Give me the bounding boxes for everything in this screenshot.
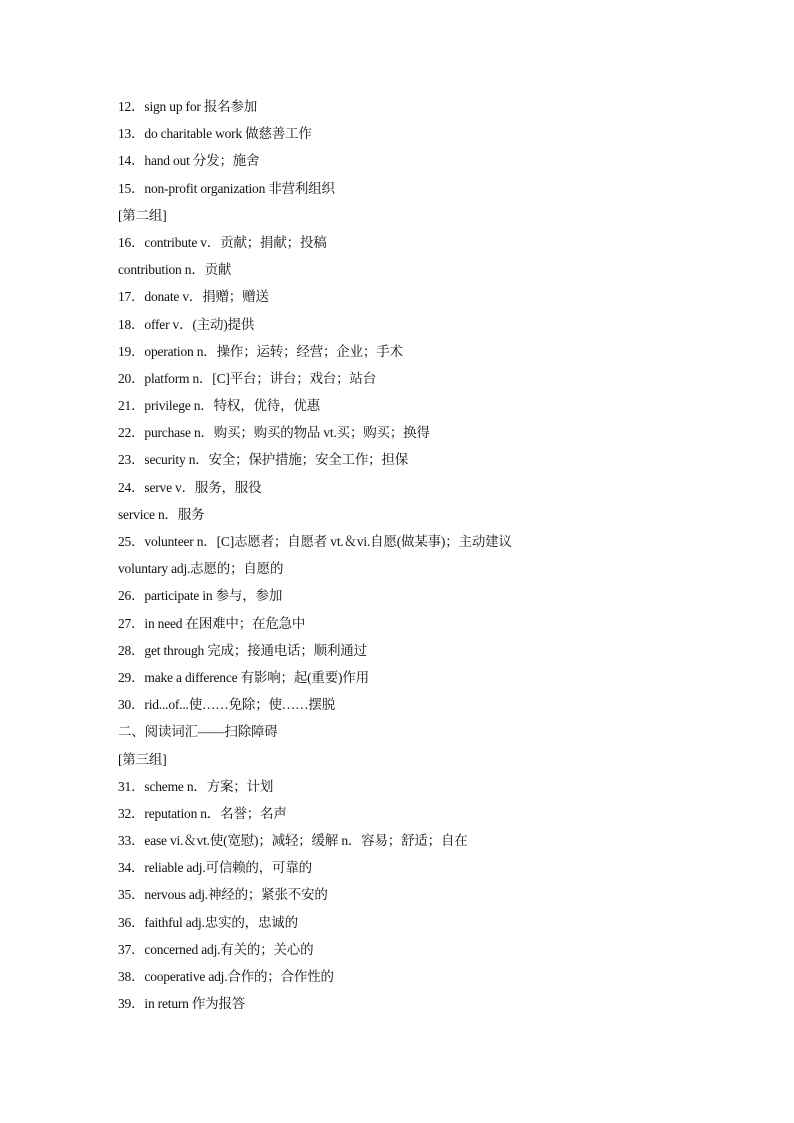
vocab-line: 27．in need 在困难中；在危急中 bbox=[118, 615, 306, 631]
vocab-line: 19．operation n．操作；运转；经营；企业；手术 bbox=[118, 343, 403, 359]
vocab-line: 21．privilege n．特权，优待，优惠 bbox=[118, 398, 321, 414]
vocab-line: 39．in return 作为报答 bbox=[118, 996, 246, 1012]
vocab-line: 30．rid...of...使……免除；使……摆脱 bbox=[118, 697, 335, 713]
vocab-line: 17．donate v．捐赠；赠送 bbox=[118, 289, 269, 305]
vocabulary-list bbox=[118, 93, 758, 1017]
vocab-line: 12．sign up for 报名参加 bbox=[118, 99, 258, 114]
vocab-line: voluntary adj.志愿的；自愿的 bbox=[118, 561, 284, 577]
vocab-line: 36．faithful adj.忠实的，忠诚的 bbox=[118, 914, 298, 930]
vocab-line: 34．reliable adj.可信赖的，可靠的 bbox=[118, 860, 312, 876]
vocab-line: 38．cooperative adj.合作的；合作性的 bbox=[118, 969, 334, 984]
group-heading: [第三组] bbox=[118, 751, 167, 767]
vocab-line: 15．non-profit organization 非营利组织 bbox=[118, 180, 335, 196]
vocab-line: service n．服务 bbox=[118, 506, 205, 522]
vocab-line: 29．make a difference 有影响；起(重要)作用 bbox=[118, 669, 369, 685]
vocab-line: 23．security n．安全；保护措施；安全工作；担保 bbox=[118, 452, 409, 468]
vocab-line: contribution n．贡献 bbox=[118, 262, 232, 278]
vocab-line: 13．do charitable work 做慈善工作 bbox=[118, 126, 312, 142]
vocab-line: 14．hand out 分发；施舍 bbox=[118, 153, 260, 169]
vocab-line: 26．participate in 参与，参加 bbox=[118, 588, 283, 604]
vocab-line: 28．get through 完成；接通电话；顺利通过 bbox=[118, 642, 367, 658]
vocab-line: 22．purchase n．购买；购买的物品 vt.买；购买；换得 bbox=[118, 425, 430, 441]
group-heading: [第二组] bbox=[118, 207, 167, 223]
vocab-line: 16．contribute v．贡献；捐献；投稿 bbox=[118, 234, 327, 250]
vocab-line: 31．scheme n．方案；计划 bbox=[118, 778, 274, 794]
vocab-line: 35．nervous adj.神经的；紧张不安的 bbox=[118, 887, 328, 903]
vocab-line: 25．volunteer n．[C]志愿者；自愿者 vt.＆vi.自愿(做某事)；主动建议 bbox=[118, 534, 512, 549]
vocab-line: 33．ease vi.＆vt.使(宽慰)；减轻；缓解 n．容易；舒适；自在 bbox=[118, 833, 468, 849]
vocab-line: 37．concerned adj.有关的；关心的 bbox=[118, 941, 314, 957]
vocab-line: 24．serve v．服务，服役 bbox=[118, 479, 262, 495]
section-heading: 二、阅读词汇——扫除障碍 bbox=[118, 724, 278, 740]
vocab-line: 18．offer v．(主动)提供 bbox=[118, 316, 255, 332]
vocab-line: 32．reputation n．名誉；名声 bbox=[118, 805, 287, 821]
vocab-line: 20．platform n．[C]平台；讲台；戏台；站台 bbox=[118, 370, 377, 386]
